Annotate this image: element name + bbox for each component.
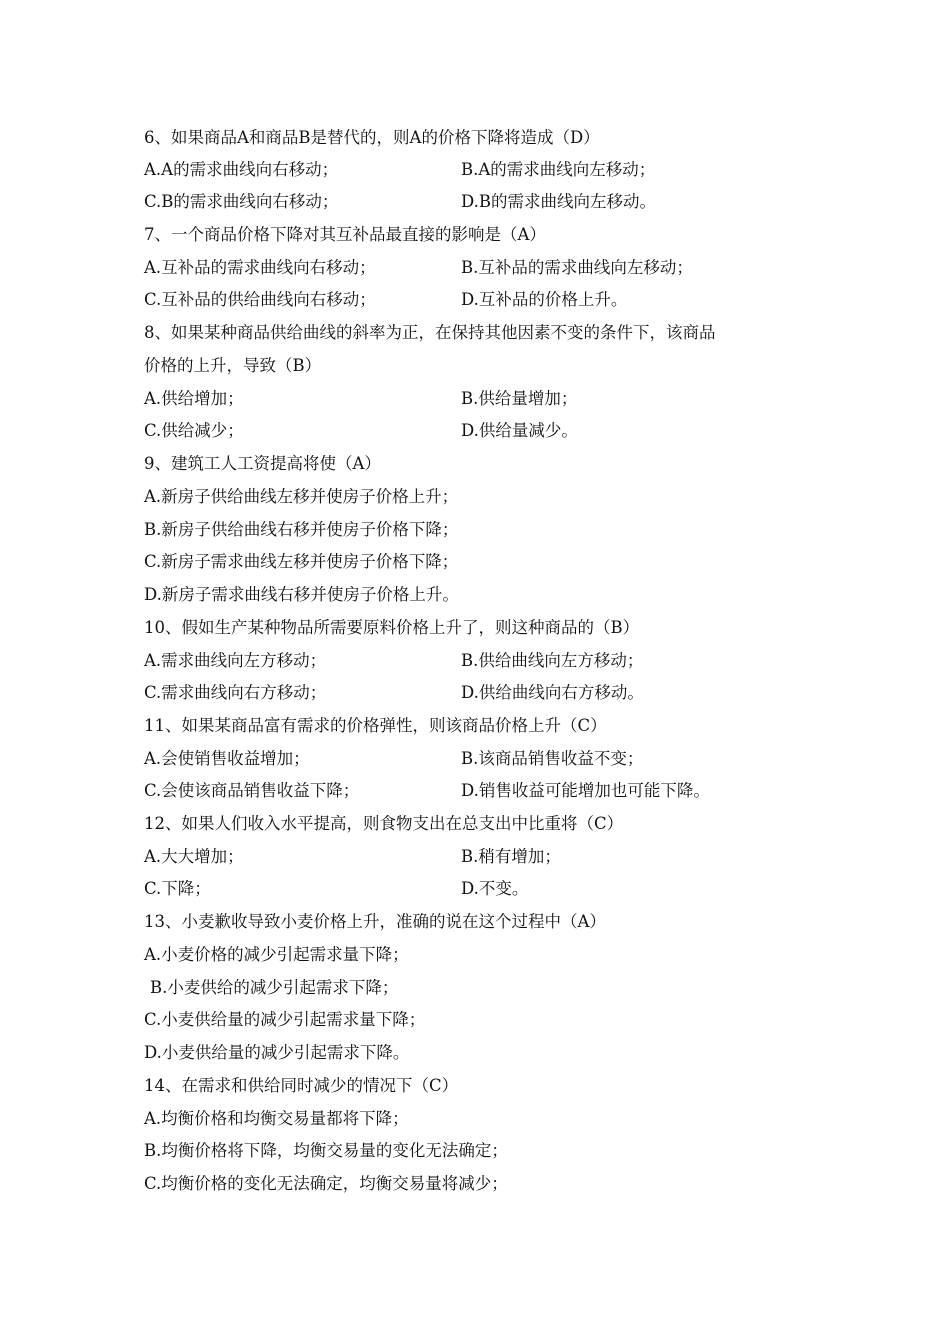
question-14: 14、在需求和供给同时减少的情况下（C） [144, 1076, 459, 1095]
question-6: 6、如果商品A和商品B是替代的，则A的价格下降将造成（D） [144, 128, 600, 147]
option-c: C.供给减少； [144, 421, 244, 440]
option-a: A.小麦价格的减少引起需求量下降； [144, 945, 409, 964]
options-row [144, 743, 644, 775]
option-c: C.需求曲线向右方移动； [144, 683, 327, 702]
options-row [144, 284, 628, 316]
option-b: B.稍有增加； [461, 847, 561, 866]
question-13: 13、小麦歉收导致小麦价格上升，准确的说在这个过程中（A） [144, 912, 606, 931]
option-c: C.B的需求曲线向右移动； [144, 192, 339, 211]
options-row [144, 154, 656, 186]
options-row [144, 186, 657, 218]
option-d: D.小麦供给量的减少引起需求下降。 [144, 1043, 410, 1062]
option-a: A.均衡价格和均衡交易量都将下降； [144, 1109, 409, 1128]
options-row [144, 383, 578, 415]
question-7: 7、一个商品价格下降对其互补品最直接的影响是（A） [144, 225, 546, 244]
question-9: 9、建筑工人工资提高将使（A） [144, 454, 381, 473]
option-d: D.不变。 [461, 879, 529, 898]
option-a: A.互补品的需求曲线向右移动； [144, 258, 376, 277]
option-c: C.小麦供给量的减少引起需求量下降； [144, 1010, 426, 1029]
question-11: 11、如果某商品富有需求的价格弹性，则该商品价格上升（C） [144, 716, 607, 735]
option-a: A.大大增加； [144, 847, 244, 866]
option-b: B.A的需求曲线向左移动； [461, 160, 656, 179]
question-12: 12、如果人们收入水平提高，则食物支出在总支出中比重将（C） [144, 814, 624, 833]
options-row [144, 645, 644, 677]
option-c: C.均衡价格的变化无法确定，均衡交易量将减少； [144, 1174, 508, 1193]
option-d: D.新房子需求曲线右移并使房子价格上升。 [144, 585, 459, 604]
option-b: B.供给量增加； [461, 389, 578, 408]
option-a: A.供给增加； [144, 389, 244, 408]
option-d: D.销售收益可能增加也可能下降。 [461, 781, 710, 800]
option-a: A.新房子供给曲线左移并使房子价格上升； [144, 487, 459, 506]
question-8-cont: 价格的上升，导致（B） [144, 356, 322, 375]
option-b: B.小麦供给的减少引起需求下降； [150, 978, 399, 997]
options-row [144, 841, 561, 873]
option-c: C.下降； [144, 879, 211, 898]
options-row [144, 775, 710, 807]
option-b: B.新房子供给曲线右移并使房子价格下降； [144, 520, 459, 539]
option-d: D.互补品的价格上升。 [461, 290, 628, 309]
option-d: D.供给曲线向右方移动。 [461, 683, 644, 702]
option-b: B.均衡价格将下降，均衡交易量的变化无法确定； [144, 1141, 508, 1160]
options-row [144, 415, 578, 447]
options-row [144, 873, 529, 905]
question-10: 10、假如生产某种物品所需要原料价格上升了，则这种商品的（B） [144, 618, 640, 637]
options-row [144, 252, 693, 284]
option-a: A.需求曲线向左方移动； [144, 651, 327, 670]
option-d: D.B的需求曲线向左移动。 [461, 192, 657, 211]
option-d: D.供给量减少。 [461, 421, 578, 440]
option-c: C.会使该商品销售收益下降； [144, 781, 360, 800]
options-row [144, 677, 644, 709]
question-8: 8、如果某种商品供给曲线的斜率为正，在保持其他因素不变的条件下，该商品 [144, 323, 716, 342]
option-b: B.互补品的需求曲线向左移动； [461, 258, 693, 277]
option-c: C.互补品的供给曲线向右移动； [144, 290, 376, 309]
option-a: A.会使销售收益增加； [144, 749, 310, 768]
option-a: A.A的需求曲线向右移动； [144, 160, 339, 179]
option-b: B.供给曲线向左方移动； [461, 651, 644, 670]
option-b: B.该商品销售收益不变； [461, 749, 644, 768]
option-c: C.新房子需求曲线左移并使房子价格下降； [144, 552, 459, 571]
